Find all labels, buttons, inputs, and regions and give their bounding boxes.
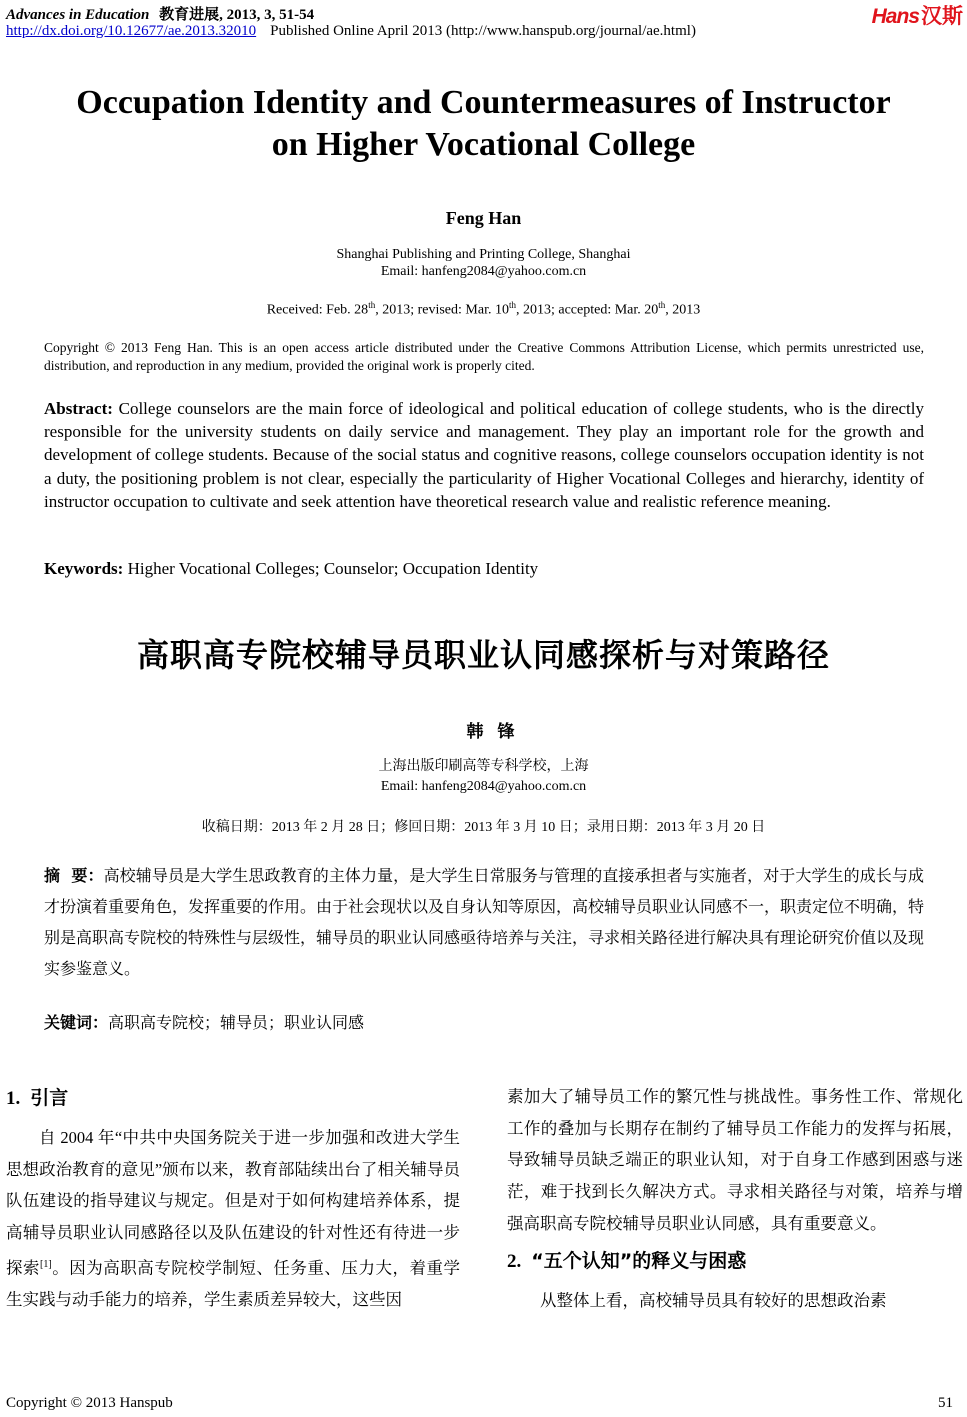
copyright-notice: Copyright © 2013 Feng Han. This is an open access article distributed under the Creative Commons Attribution License, which permits unrestricted use, distribution, and reproduction in any medium, provided the original work is properly cited. xyxy=(44,340,924,373)
keywords-label-cn: 关键词： xyxy=(44,1013,109,1032)
publication-line xyxy=(6,23,696,40)
abstract-label-en: Abstract: xyxy=(44,399,113,418)
abstract-label-cn: 摘 要： xyxy=(44,866,104,885)
section-2-number: 2. xyxy=(507,1250,522,1272)
accepted-sup: th xyxy=(658,300,666,310)
received-dates-cn: 收稿日期：2013 年 2 月 28 日；修回日期：2013 年 3 月 10 日；录用日期：2013 年 3 月 20 日 xyxy=(201,820,766,835)
affiliation-cn: 上海出版印刷高等专科学校，上海 xyxy=(378,759,589,774)
paper-title-en xyxy=(0,82,967,166)
email-en: Email: hanfeng2084@yahoo.com.cn xyxy=(380,264,587,279)
logo-text-en: Hans xyxy=(871,5,919,28)
affiliation-en: Shanghai Publishing and Printing College, Shanghai xyxy=(336,247,631,262)
email-cn: Email: hanfeng2084@yahoo.com.cn xyxy=(380,779,587,794)
paragraph-text: 自 2004 年“中共中央国务院关于进一步加强和改进大学生思想政治教育的意见”颁布以来，教育部陆续出台了相关辅导员队伍建设的指导建议与规定。但是对于如何构建培养体系，提高辅导员职业认同感路径以及队伍建设的针对性还有待进一步探索 xyxy=(6,1128,460,1278)
affiliation-block-cn xyxy=(0,757,967,797)
hans-logo xyxy=(872,0,963,30)
section-1-paragraph-cont: 素加大了辅导员工作的繁冗性与挑战性。事务性工作、常规化工作的叠加与长期存在制约了辅导员工作能力的发挥与拓展，导致辅导员缺乏端正的职业认知，对于自身工作感到困惑与迷茫，难于找到长久解决方式。寻求相关路径与对策，培养与增强高职高专院校辅导员职业认同感，具有重要意义。 xyxy=(507,1087,963,1233)
title-line-2: on Higher Vocational College xyxy=(271,126,696,163)
section-1-paragraph xyxy=(6,1122,460,1316)
journal-name-cn: 教育进展 xyxy=(159,7,220,23)
citation-ref[interactable]: [1] xyxy=(40,1258,52,1270)
paper-title-cn: 高职高专院校辅导员职业认同感探析与对策路径 xyxy=(136,636,830,674)
keywords-text-en: Higher Vocational Colleges; Counselor; Occupation Identity xyxy=(123,559,539,578)
author-name-en: Feng Han xyxy=(445,208,522,228)
section-2-heading xyxy=(507,1244,963,1279)
keywords-en xyxy=(44,559,538,579)
accepted-date: , 2013; accepted: Mar. 20 xyxy=(515,302,659,318)
affiliation-block-en xyxy=(0,246,967,280)
body-column-right xyxy=(507,1081,963,1316)
published-online: Published Online April 2013 (http://www.hanspub.org/journal/ae.html) xyxy=(270,23,696,39)
section-1-heading xyxy=(6,1081,460,1116)
accepted-year: , 2013 xyxy=(665,302,701,318)
keywords-label-en: Keywords: xyxy=(44,559,124,578)
received-dates-en xyxy=(0,300,967,319)
revised-date: , 2013; revised: Mar. 10 xyxy=(375,302,509,318)
section-2-title: “五个认知”的释义与困惑 xyxy=(531,1249,747,1272)
abstract-en xyxy=(44,397,924,513)
abstract-text-cn: 高校辅导员是大学生思政教育的主体力量，是大学生日常服务与管理的直接承担者与实施者，对于大学生的成长与成才扮演着重要角色，发挥重要的作用。由于社会现状以及自身认知等原因，高校辅导员职业认同感不一，职责定位不明确，特别是高职高专院校的特殊性与层级性，辅导员的职业认同感亟待培养与关注，寻求相关路径进行解决具有理论研究价值以及现实参鉴意义。 xyxy=(44,868,925,978)
abstract-text-en: College counselors are the main force of ideological and political education of college students, who is the directly responsible for the university students on daily service and management. They play an important role for the growth and development of college students. Because of the social status and cognitive reasons, college counselors occupation identity is not a duty, the positioning problem is not clear, especially the particularity of Higher Vocational Colleges and hierarchy, identity of instructor occupation to cultivate and seek attention have theoretical research value and realistic reference meaning. xyxy=(44,399,924,511)
revised-sup: th xyxy=(508,300,516,310)
keywords-text-cn: 高职高专院校；辅导员；职业认同感 xyxy=(108,1015,365,1032)
received-sup: th xyxy=(368,300,376,310)
paragraph-text-cont: 。因为高职高专院校学制短、任务重、压力大，着重学生实践与动手能力的培养，学生素质差异较大，这些因 xyxy=(6,1258,461,1310)
author-name-cn: 韩锋 xyxy=(466,722,529,741)
section-1-number: 1. xyxy=(6,1088,21,1109)
keywords-cn xyxy=(44,1010,364,1033)
received-date: Received: Feb. 28 xyxy=(266,302,369,318)
volume-info: , 2013, 3, 51-54 xyxy=(219,7,315,23)
logo-text-cn: 汉斯 xyxy=(921,5,963,28)
body-column-left xyxy=(6,1081,460,1316)
section-1-title: 引言 xyxy=(30,1087,69,1109)
doi-link[interactable]: http://dx.doi.org/10.12677/ae.2013.32010 xyxy=(6,23,257,39)
section-2-paragraph: 从整体上看，高校辅导员具有较好的思想政治素 xyxy=(540,1290,887,1310)
page-number: 51 xyxy=(938,1395,953,1411)
journal-name-en: Advances in Education xyxy=(6,7,150,23)
abstract-cn xyxy=(44,860,924,985)
journal-header xyxy=(6,3,314,24)
title-line-1: Occupation Identity and Countermeasures of Instructor xyxy=(76,84,891,121)
footer-copyright: Copyright © 2013 Hanspub xyxy=(6,1395,173,1411)
